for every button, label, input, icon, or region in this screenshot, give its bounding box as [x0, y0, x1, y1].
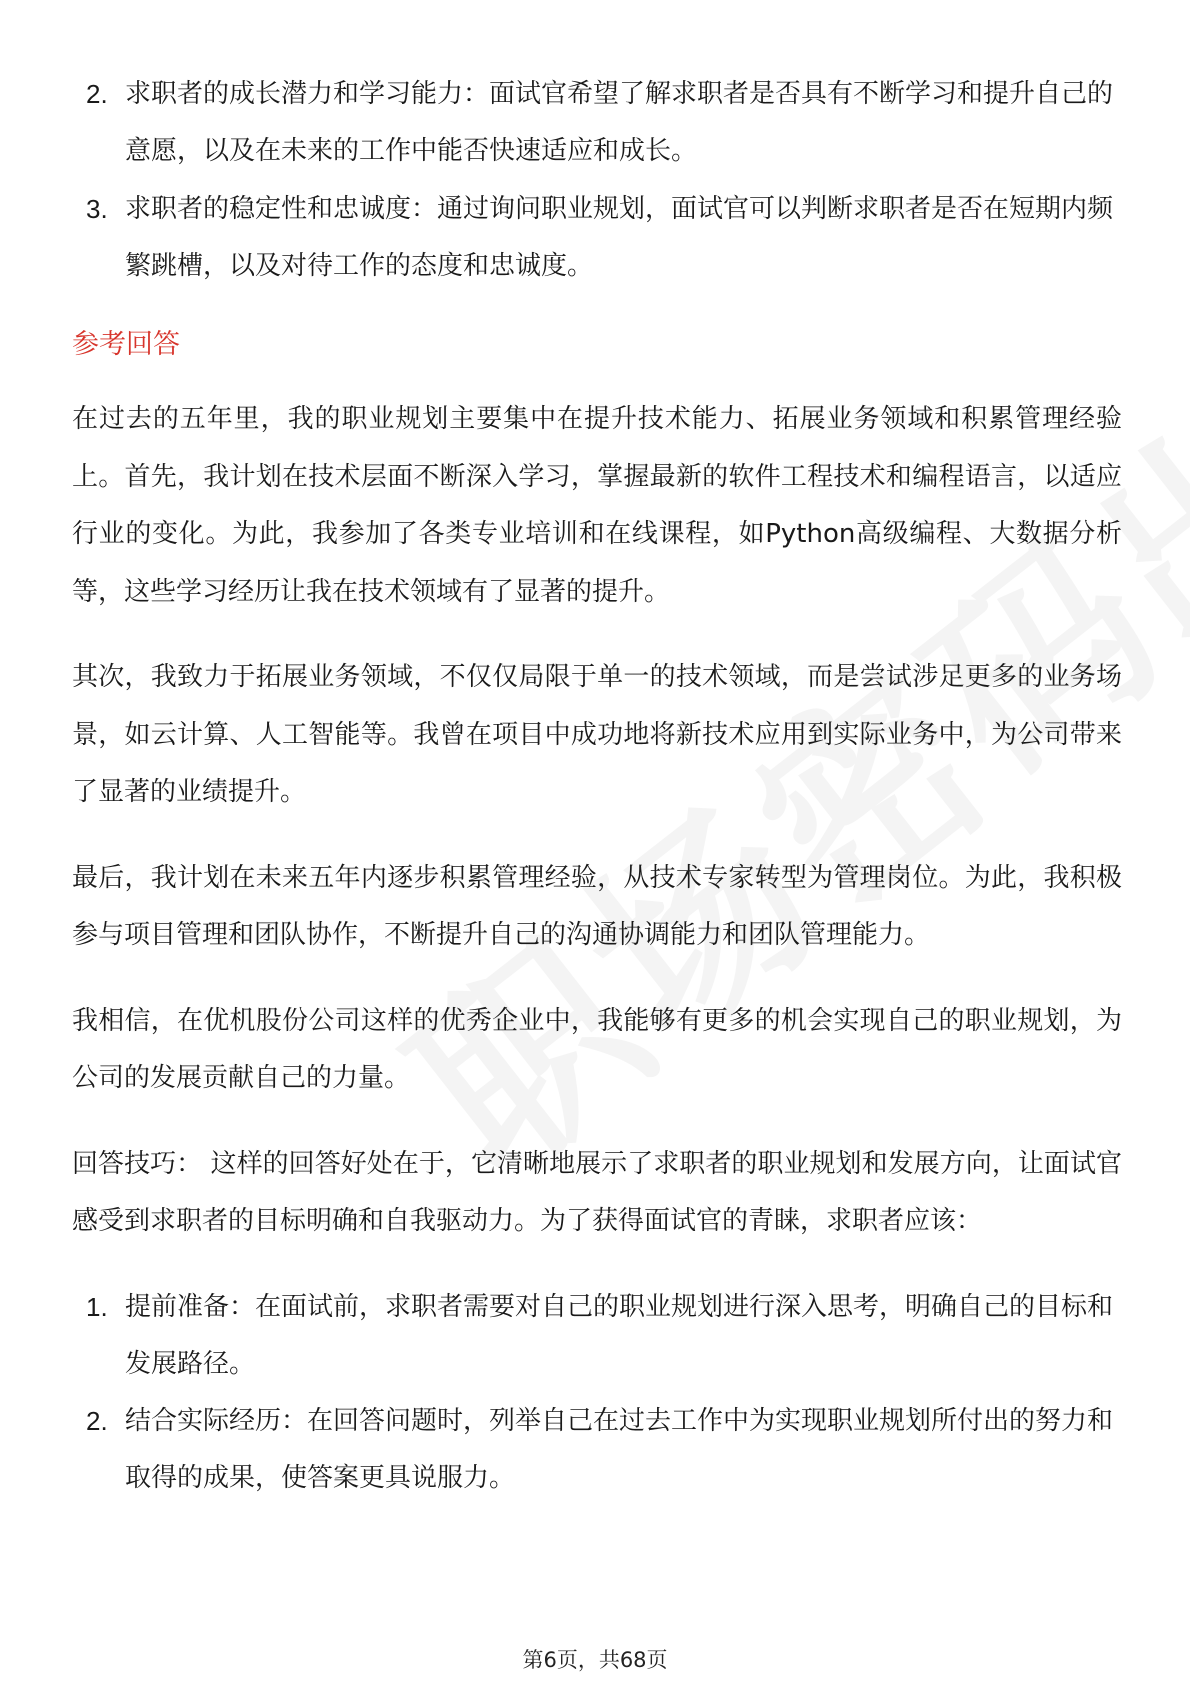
list-item-text: 求职者的成长潜力和学习能力：面试官希望了解求职者是否具有不断学习和提升自己的意愿，以及在未来的工作中能否快速适应和成长。	[125, 79, 1114, 166]
list-item-number: 1.	[86, 1291, 108, 1322]
list-item-number: 2.	[86, 79, 108, 109]
list-item-text: 求职者的稳定性和忠诚度：通过询问职业规划，面试官可以判断求职者是否在短期内频繁跳槽，以及对待工作的态度和忠诚度。	[125, 194, 1114, 281]
section-heading: 参考回答	[72, 329, 180, 360]
list-item-text: 提前准备：在面试前，求职者需要对自己的职业规划进行深入思考，明确自己的目标和发展路径。	[125, 1291, 1114, 1379]
bottom-numbered-list	[72, 1279, 1122, 1507]
top-numbered-list	[72, 66, 1122, 295]
list-item	[72, 1279, 1122, 1393]
list-item	[72, 66, 1122, 180]
list-item	[72, 1393, 1122, 1507]
list-item-text: 结合实际经历：在回答问题时，列举自己在过去工作中为实现职业规划所付出的努力和取得的成果，使答案更具说服力。	[125, 1405, 1114, 1493]
list-item-number: 3.	[86, 194, 108, 224]
paragraph: 在过去的五年里，我的职业规划主要集中在提升技术能力、拓展业务领域和积累管理经验上。首先，我计划在技术层面不断深入学习，掌握最新的软件工程技术和编程语言，以适应行业的变化。为此，我参加了各类专业培训和在线课程，如Python高级编程、大数据分析等，这些学习经历让我在技术领域有了显著的提升。	[72, 404, 1122, 607]
answer-tips-paragraph: 回答技巧： 这样的回答好处在于，它清晰地展示了求职者的职业规划和发展方向，让面试官感受到求职者的目标明确和自我驱动力。为了获得面试官的青睐，求职者应该：	[72, 1148, 1122, 1236]
list-item	[72, 181, 1122, 295]
paragraph: 最后，我计划在未来五年内逐步积累管理经验，从技术专家转型为管理岗位。为此，我积极参与项目管理和团队协作，不断提升自己的沟通协调能力和团队管理能力。	[72, 862, 1122, 950]
list-item-number: 2.	[86, 1405, 108, 1436]
page-footer: 第6页，共68页	[522, 1648, 668, 1672]
page-content	[72, 66, 1122, 1507]
paragraph: 其次，我致力于拓展业务领域，不仅仅局限于单一的技术领域，而是尝试涉足更多的业务场景，如云计算、人工智能等。我曾在项目中成功地将新技术应用到实际业务中，为公司带来了显著的业绩提升。	[72, 662, 1122, 807]
paragraph: 我相信，在优机股份公司这样的优秀企业中，我能够有更多的机会实现自己的职业规划，为公司的发展贡献自己的力量。	[72, 1005, 1122, 1093]
